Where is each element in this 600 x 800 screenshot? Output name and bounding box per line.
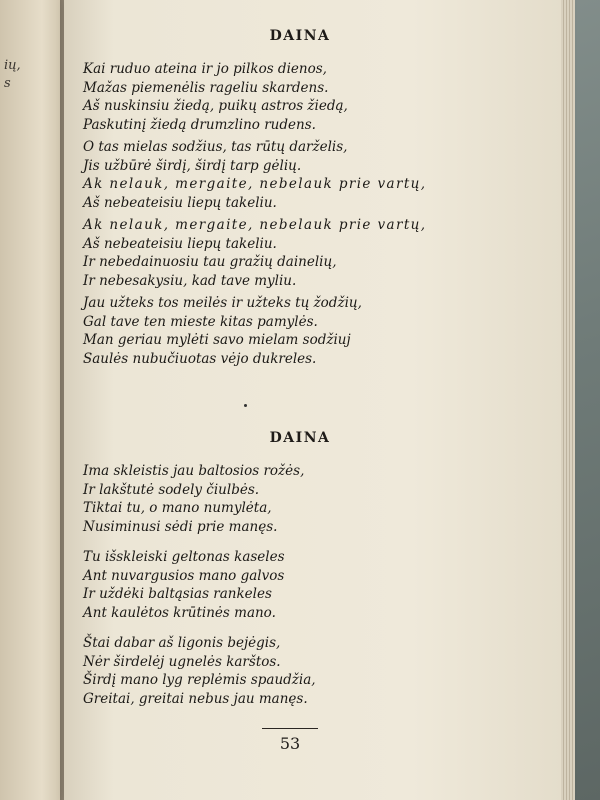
poem-line: Mažas piemenėlis rageliu skardens. xyxy=(83,79,329,96)
poem-line: Ir nebesakysiu, kad tave myliu. xyxy=(83,272,297,289)
poem-line: Nėr širdelėj ugnelės karštos. xyxy=(83,653,281,670)
poem-line: Ant nuvargusios mano galvos xyxy=(83,567,285,584)
poem-line: Paskutinį žiedą drumzlino rudens. xyxy=(83,116,316,133)
poem-line: Tiktai tu, o mano numylėta, xyxy=(83,500,272,516)
page-edges xyxy=(561,0,575,800)
poem-line: Saulės nubučiuotas vėjo dukreles. xyxy=(83,350,317,367)
poem-line: Kai ruduo ateina ir jo pilkos dienos, xyxy=(83,61,327,77)
poem-stanza xyxy=(83,548,443,622)
poem-line: Man geriau mylėti savo mielam sodžiuj xyxy=(83,332,351,348)
poem-stanza xyxy=(83,294,443,368)
poem-stanza xyxy=(83,216,443,290)
poem-line: Aš nuskinsiu žiedą, puikų astros žiedą, xyxy=(83,98,348,114)
poem-line: Širdį mano lyg replėmis spaudžia, xyxy=(83,672,316,688)
poem-line: Ant kaulėtos krūtinės mano. xyxy=(83,604,276,621)
poem-line: Štai dabar aš ligonis bejėgis, xyxy=(83,635,281,651)
ink-dot xyxy=(244,404,247,407)
poem-line: Ak nelauk, mergaite, nebelauk prie vartų, xyxy=(83,176,427,192)
poem-title: DAINA xyxy=(269,430,331,446)
left-page-fragment: s xyxy=(4,76,11,91)
poem-stanza xyxy=(83,634,443,708)
poem-line: Jau užteks tos meilės ir užteks tų žodžių, xyxy=(83,295,362,311)
poem-line: Nusiminusi sėdi prie manęs. xyxy=(83,518,278,535)
poem-line: Aš nebeateisiu liepų takeliu. xyxy=(83,235,277,252)
page-number: 53 xyxy=(279,734,301,753)
poem-line: Gal tave ten mieste kitas pamylės. xyxy=(83,313,318,330)
poem-stanza xyxy=(83,138,443,212)
poem-line: Tu išskleiski geltonas kaseles xyxy=(83,549,285,565)
poem-stanza xyxy=(83,60,443,134)
poem-title: DAINA xyxy=(269,28,331,44)
poem-line: Ima skleistis jau baltosios rožės, xyxy=(83,463,305,479)
poem-line: Ak nelauk, mergaite, nebelauk prie vartų, xyxy=(83,217,427,233)
poem-stanza xyxy=(83,462,443,536)
poem-line: Jis užbūrė širdį, širdį tarp gėlių. xyxy=(83,157,302,174)
left-page-fragment: ių, xyxy=(4,58,21,73)
poem-line: Greitai, greitai nebus jau manęs. xyxy=(83,690,308,707)
poem-line: O tas mielas sodžius, tas rūtų darželis, xyxy=(83,139,348,155)
poem-line: Ir lakštutė sodely čiulbės. xyxy=(83,481,260,498)
poem-line: Aš nebeateisiu liepų takeliu. xyxy=(83,194,277,211)
poem-line: Ir nebedainuosiu tau gražių dainelių, xyxy=(83,254,337,270)
page-number-rule xyxy=(262,728,318,729)
poem-line: Ir uždėki baltąsias rankeles xyxy=(83,586,272,602)
